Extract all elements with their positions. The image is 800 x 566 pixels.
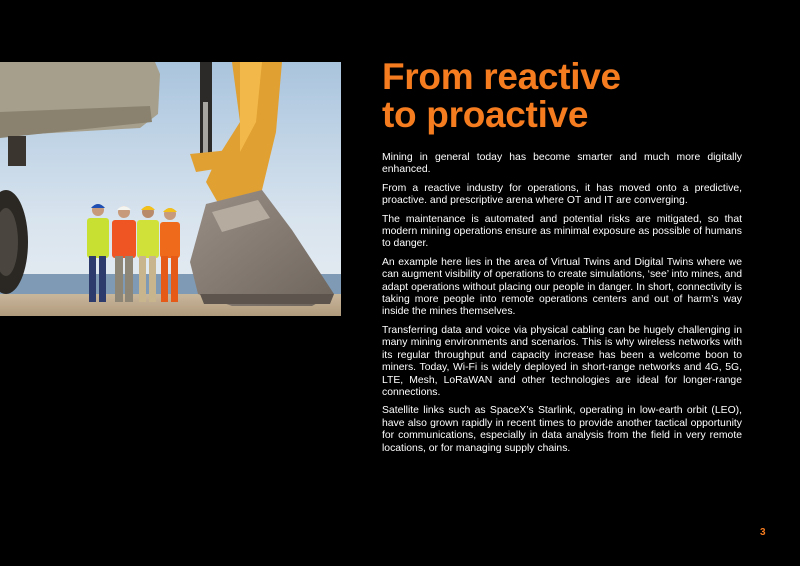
title-line-1: From reactive bbox=[382, 56, 621, 97]
page-number: 3 bbox=[760, 527, 766, 538]
paragraph: Mining in general today has become smarter and much more digitally enhanced. bbox=[382, 152, 742, 176]
paragraph: Satellite links such as SpaceX’s Starlink, operating in low-earth orbit (LEO), have also grown rapidly in recent times to provide another tactical opportunity for communications, especially in data analysis from the field in very remote locations, or for managing supply chains. bbox=[382, 405, 742, 454]
paragraph: An example here lies in the area of Virtual Twins and Digital Twins where we can augment visibility of operations to create simulations, ‘see’ into mines, and adapt operations without placing our people in danger. In short, connectivity is taking more people into remote operations centers and out of harm’s way inside the mines themselves. bbox=[382, 256, 743, 318]
paragraph: From a reactive industry for operations, it has moved onto a predictive, proactive. and prescriptive arena where OT and IT are converging. bbox=[382, 182, 742, 207]
page-title bbox=[382, 58, 621, 134]
title-line-2: to proactive bbox=[382, 94, 589, 135]
paragraph: Transferring data and voice via physical cabling can be hugely challenging in many mining environments and scenarios. This is why wireless networks with its regular throughput and capacity increase has been a welcome boon to miners. Today, Wi-Fi is widely deployed in short-range networks and 4G, 5G, LTE, Mesh, LoRaWAN and other technologies are ideal for longer-range connections. bbox=[382, 324, 742, 398]
mining-photo bbox=[0, 62, 341, 316]
body-text bbox=[382, 152, 742, 461]
paragraph: The maintenance is automated and potential risks are mitigated, so that modern mining operations ensure as minimal exposure as possible of humans to danger. bbox=[382, 213, 742, 250]
